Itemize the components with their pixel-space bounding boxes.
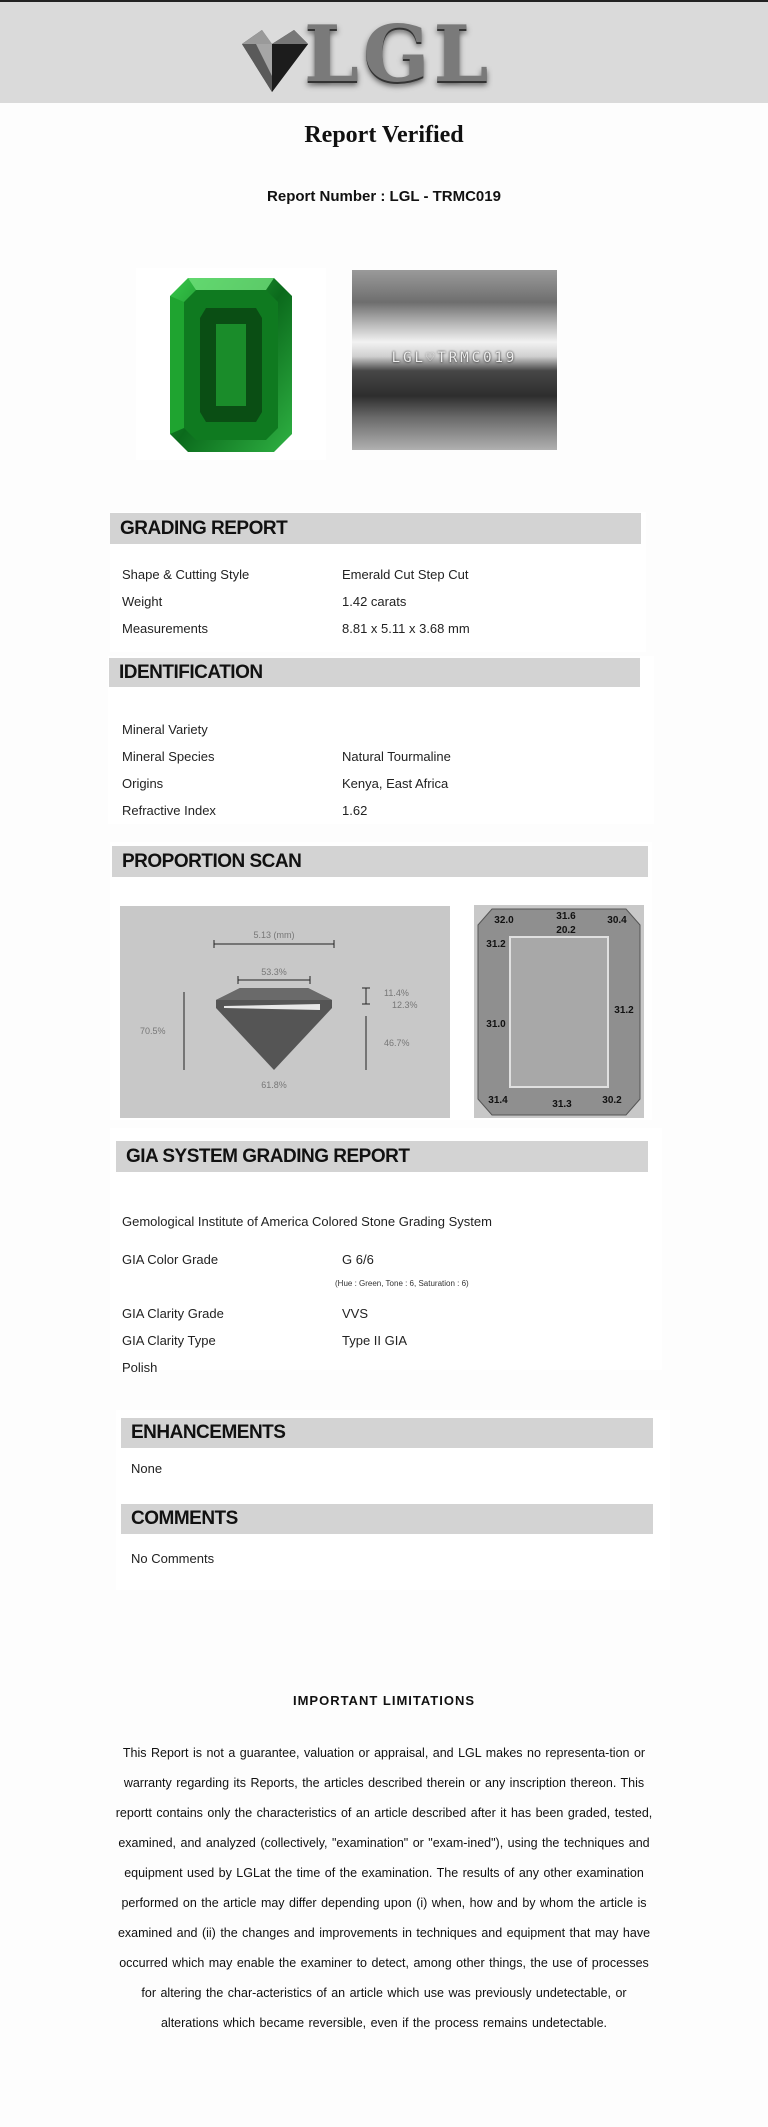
header-banner bbox=[0, 2, 768, 103]
weight-value: 1.42 carats bbox=[342, 594, 407, 609]
identification-heading: IDENTIFICATION bbox=[109, 658, 640, 687]
color-grade-label: GIA Color Grade bbox=[122, 1252, 219, 1267]
clarity-grade-value: VVS bbox=[342, 1306, 369, 1321]
clarity-type-value: Type II GIA bbox=[342, 1333, 408, 1348]
grading-report-heading: GRADING REPORT bbox=[110, 513, 641, 544]
refractive-index-value: 1.62 bbox=[342, 803, 368, 818]
faceup-diagram bbox=[474, 905, 644, 1118]
profile-diagram bbox=[120, 906, 450, 1118]
gia-heading: GIA SYSTEM GRADING REPORT bbox=[116, 1141, 648, 1172]
faceup-value: 31.6 bbox=[556, 911, 576, 922]
faceup-value: 30.2 bbox=[602, 1095, 622, 1106]
girdle-label: 61.8% bbox=[261, 1080, 287, 1090]
table-label: 53.3% bbox=[261, 967, 287, 977]
crown-height-label: 11.4% bbox=[384, 988, 409, 998]
inscription-text: LGL♡TRMC019 bbox=[391, 350, 518, 366]
clarity-grade-label: GIA Clarity Grade bbox=[122, 1306, 224, 1321]
limitations-heading: IMPORTANT LIMITATIONS bbox=[292, 1693, 476, 1708]
faceup-value: 31.2 bbox=[486, 939, 506, 950]
origins-label: Origins bbox=[122, 776, 164, 791]
weight-label: Weight bbox=[122, 594, 163, 609]
clarity-type-label: GIA Clarity Type bbox=[122, 1333, 216, 1348]
color-grade-value: G 6/6 bbox=[342, 1252, 374, 1267]
lgl-logo bbox=[232, 9, 493, 100]
gemstone-photo bbox=[136, 268, 326, 460]
color-grade-note: (Hue : Green, Tone : 6, Saturation : 6) bbox=[335, 1279, 469, 1288]
logo-wordmark: LGL bbox=[304, 9, 493, 100]
limitations-body: This Report is not a guarantee, valuation or appraisal, and LGL makes no representa-tion or warranty regarding its Reports, the articles described therein or any inscription thereon. This reportt contains only the characteristics of an article described after it has been graded, tested, examined, and analyzed (collectively, "examination" or "exam-ined"), using the techniques and equipment used by LGLat the time of the examination. The results of any other examination performed on the article may differ depending upon (i) when, how and by whom the article is examined and (ii) the changes and improvements in techniques and equipment that may have occurred which may enable the examiner to detect, among other things, the use of processes for altering the char-acteristics of an article which use was previously undetectable, or alterations which became reversible, even if the process remains undetectable. bbox=[115, 1746, 653, 2030]
report-number: Report Number : LGL - TRMC019 bbox=[267, 188, 501, 205]
polish-label: Polish bbox=[122, 1360, 158, 1375]
origins-value: Kenya, East Africa bbox=[342, 776, 449, 791]
mineral-species-value: Natural Tourmaline bbox=[342, 749, 451, 764]
comments-heading: COMMENTS bbox=[121, 1504, 653, 1534]
inscription-photo bbox=[352, 270, 557, 450]
page-title: Report Verified bbox=[304, 122, 464, 148]
total-depth-label: 70.5% bbox=[140, 1026, 166, 1036]
proportion-scan-heading: PROPORTION SCAN bbox=[112, 846, 648, 877]
pavilion-depth-label: 46.7% bbox=[384, 1038, 410, 1048]
measurements-value: 8.81 x 5.11 x 3.68 mm bbox=[342, 621, 470, 636]
faceup-value: 30.4 bbox=[607, 915, 627, 926]
faceup-value: 31.4 bbox=[488, 1095, 508, 1106]
enhancements-heading: ENHANCEMENTS bbox=[121, 1418, 653, 1448]
width-label: 5.13 (mm) bbox=[253, 930, 295, 940]
faceup-value: 32.0 bbox=[494, 915, 514, 926]
shape-value: Emerald Cut Step Cut bbox=[342, 567, 469, 582]
mineral-species-label: Mineral Species bbox=[122, 749, 215, 764]
faceup-value: 20.2 bbox=[556, 925, 576, 936]
faceup-value: 31.3 bbox=[552, 1099, 572, 1110]
diamond-icon bbox=[232, 26, 312, 96]
measurements-label: Measurements bbox=[122, 621, 208, 636]
comments-value: No Comments bbox=[131, 1551, 215, 1566]
shape-label: Shape & Cutting Style bbox=[122, 567, 250, 582]
crown-angle-label: 12.3% bbox=[392, 1000, 418, 1010]
gia-system-text: Gemological Institute of America Colored Stone Grading System bbox=[122, 1214, 492, 1229]
enhancements-value: None bbox=[131, 1461, 163, 1476]
mineral-variety-label: Mineral Variety bbox=[122, 722, 208, 737]
faceup-value: 31.2 bbox=[614, 1005, 634, 1016]
refractive-index-label: Refractive Index bbox=[122, 803, 216, 818]
faceup-value: 31.0 bbox=[486, 1019, 506, 1030]
